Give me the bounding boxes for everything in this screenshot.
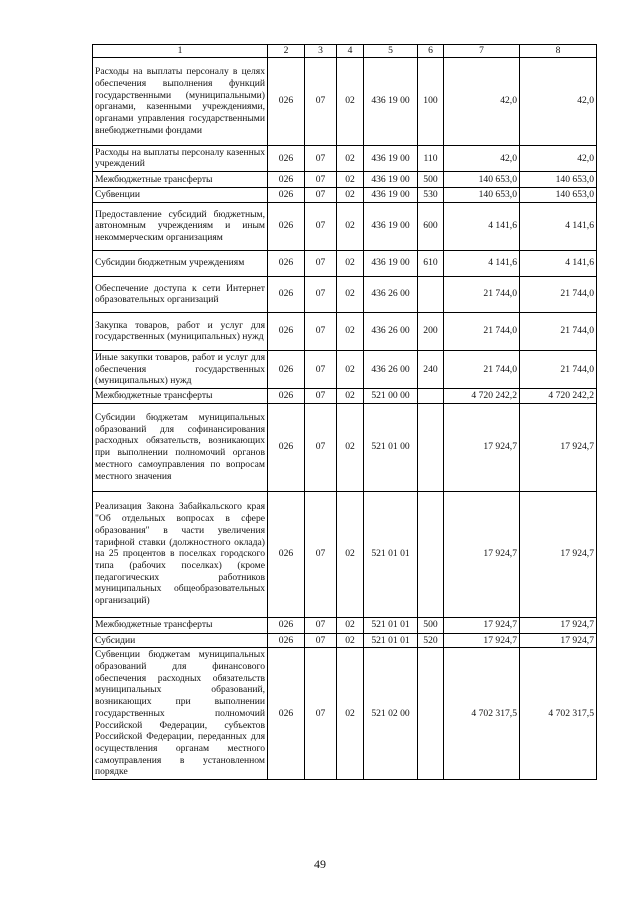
cell-subsection-code: 02 bbox=[337, 172, 364, 188]
cell-section-code: 07 bbox=[305, 145, 337, 171]
cell-section-code: 07 bbox=[305, 617, 337, 633]
cell-expense-type: 500 bbox=[418, 617, 444, 633]
cell-target-article: 521 01 00 bbox=[364, 403, 418, 491]
cell-ministry-code: 026 bbox=[268, 403, 305, 491]
table-row bbox=[93, 145, 597, 171]
cell-amount: 21 744,0 bbox=[444, 312, 520, 350]
col-header: 4 bbox=[337, 45, 364, 58]
cell-description: Расходы на выплаты персоналу в целях обеспечения выполнения функций государственными (муниципальными) органами, казенными учреждениями, органами управления государственными внебюджетными фондами bbox=[93, 57, 268, 145]
table-row bbox=[93, 172, 597, 188]
cell-section-code: 07 bbox=[305, 172, 337, 188]
cell-amount: 140 653,0 bbox=[444, 188, 520, 203]
col-header: 8 bbox=[520, 45, 597, 58]
cell-subsection-code: 02 bbox=[337, 617, 364, 633]
table-row bbox=[93, 648, 597, 780]
table-row bbox=[93, 188, 597, 203]
cell-target-article: 436 19 00 bbox=[364, 250, 418, 276]
cell-subsection-code: 02 bbox=[337, 491, 364, 617]
table-row bbox=[93, 276, 597, 312]
cell-ministry-code: 026 bbox=[268, 648, 305, 780]
table-row bbox=[93, 250, 597, 276]
cell-amount: 17 924,7 bbox=[520, 403, 597, 491]
cell-description: Обеспечение доступа к сети Интернет образовательных организаций bbox=[93, 276, 268, 312]
col-header: 3 bbox=[305, 45, 337, 58]
cell-ministry-code: 026 bbox=[268, 145, 305, 171]
cell-target-article: 521 01 01 bbox=[364, 491, 418, 617]
cell-amount: 4 702 317,5 bbox=[444, 648, 520, 780]
cell-description: Субсидии бюджетам муниципальных образований для софинансирования расходных обязательств, возникающих при выполнении полномочий органов местного самоуправления по вопросам местного значения bbox=[93, 403, 268, 491]
col-header: 2 bbox=[268, 45, 305, 58]
cell-ministry-code: 026 bbox=[268, 312, 305, 350]
cell-expense-type: 110 bbox=[418, 145, 444, 171]
cell-amount: 140 653,0 bbox=[520, 172, 597, 188]
cell-subsection-code: 02 bbox=[337, 388, 364, 403]
cell-amount: 42,0 bbox=[520, 145, 597, 171]
cell-expense-type: 520 bbox=[418, 633, 444, 648]
cell-target-article: 436 19 00 bbox=[364, 202, 418, 250]
cell-expense-type bbox=[418, 276, 444, 312]
cell-ministry-code: 026 bbox=[268, 202, 305, 250]
cell-target-article: 521 02 00 bbox=[364, 648, 418, 780]
cell-expense-type: 500 bbox=[418, 172, 444, 188]
cell-amount: 4 720 242,2 bbox=[520, 388, 597, 403]
cell-amount: 140 653,0 bbox=[520, 188, 597, 203]
cell-section-code: 07 bbox=[305, 491, 337, 617]
cell-amount: 4 720 242,2 bbox=[444, 388, 520, 403]
cell-ministry-code: 026 bbox=[268, 388, 305, 403]
cell-target-article: 436 26 00 bbox=[364, 350, 418, 388]
cell-subsection-code: 02 bbox=[337, 250, 364, 276]
cell-target-article: 436 19 00 bbox=[364, 145, 418, 171]
cell-expense-type bbox=[418, 403, 444, 491]
cell-expense-type bbox=[418, 388, 444, 403]
cell-subsection-code: 02 bbox=[337, 188, 364, 203]
cell-amount: 17 924,7 bbox=[444, 617, 520, 633]
cell-amount: 21 744,0 bbox=[520, 276, 597, 312]
cell-section-code: 07 bbox=[305, 188, 337, 203]
cell-description: Межбюджетные трансферты bbox=[93, 388, 268, 403]
col-header: 5 bbox=[364, 45, 418, 58]
cell-amount: 17 924,7 bbox=[520, 633, 597, 648]
table-row bbox=[93, 312, 597, 350]
cell-description: Субвенции bbox=[93, 188, 268, 203]
cell-expense-type: 200 bbox=[418, 312, 444, 350]
cell-amount: 17 924,7 bbox=[444, 633, 520, 648]
cell-amount: 4 141,6 bbox=[520, 250, 597, 276]
cell-expense-type bbox=[418, 648, 444, 780]
cell-description: Иные закупки товаров, работ и услуг для обеспечения государственных (муниципальных) нужд bbox=[93, 350, 268, 388]
cell-subsection-code: 02 bbox=[337, 403, 364, 491]
table-row bbox=[93, 350, 597, 388]
cell-ministry-code: 026 bbox=[268, 350, 305, 388]
cell-description: Межбюджетные трансферты bbox=[93, 172, 268, 188]
table-row bbox=[93, 633, 597, 648]
cell-expense-type: 530 bbox=[418, 188, 444, 203]
cell-amount: 21 744,0 bbox=[520, 350, 597, 388]
table-row bbox=[93, 617, 597, 633]
cell-subsection-code: 02 bbox=[337, 633, 364, 648]
cell-subsection-code: 02 bbox=[337, 276, 364, 312]
cell-ministry-code: 026 bbox=[268, 276, 305, 312]
cell-description: Расходы на выплаты персоналу казенных учреждений bbox=[93, 145, 268, 171]
cell-section-code: 07 bbox=[305, 202, 337, 250]
cell-description: Реализация Закона Забайкальского края "Об отдельных вопросах в сфере образования" в части увеличения тарифной ставки (должностного оклада) на 25 процентов в поселках городского типа (рабочих поселках) (кроме педагогических работников муниципальных общеобразовательных организаций) bbox=[93, 491, 268, 617]
col-header: 7 bbox=[444, 45, 520, 58]
table-row bbox=[93, 403, 597, 491]
cell-amount: 42,0 bbox=[444, 145, 520, 171]
cell-amount: 42,0 bbox=[444, 57, 520, 145]
cell-amount: 17 924,7 bbox=[520, 617, 597, 633]
cell-amount: 21 744,0 bbox=[444, 350, 520, 388]
cell-target-article: 436 26 00 bbox=[364, 276, 418, 312]
cell-subsection-code: 02 bbox=[337, 312, 364, 350]
cell-subsection-code: 02 bbox=[337, 57, 364, 145]
col-header: 6 bbox=[418, 45, 444, 58]
cell-section-code: 07 bbox=[305, 648, 337, 780]
cell-section-code: 07 bbox=[305, 633, 337, 648]
table-row bbox=[93, 57, 597, 145]
cell-expense-type bbox=[418, 491, 444, 617]
cell-target-article: 436 19 00 bbox=[364, 57, 418, 145]
page-number: 49 bbox=[314, 857, 326, 871]
cell-ministry-code: 026 bbox=[268, 172, 305, 188]
cell-target-article: 436 19 00 bbox=[364, 172, 418, 188]
cell-target-article: 436 19 00 bbox=[364, 188, 418, 203]
cell-target-article: 436 26 00 bbox=[364, 312, 418, 350]
cell-amount: 21 744,0 bbox=[444, 276, 520, 312]
cell-amount: 17 924,7 bbox=[444, 403, 520, 491]
cell-ministry-code: 026 bbox=[268, 250, 305, 276]
cell-section-code: 07 bbox=[305, 312, 337, 350]
cell-subsection-code: 02 bbox=[337, 202, 364, 250]
table-row bbox=[93, 388, 597, 403]
cell-amount: 21 744,0 bbox=[520, 312, 597, 350]
cell-description: Субсидии bbox=[93, 633, 268, 648]
cell-expense-type: 610 bbox=[418, 250, 444, 276]
cell-expense-type: 100 bbox=[418, 57, 444, 145]
cell-amount: 140 653,0 bbox=[444, 172, 520, 188]
cell-amount: 42,0 bbox=[520, 57, 597, 145]
table-row bbox=[93, 202, 597, 250]
cell-description: Предоставление субсидий бюджетным, автономным учреждениям и иным некоммерческим организациям bbox=[93, 202, 268, 250]
header-row bbox=[93, 45, 597, 58]
cell-target-article: 521 01 01 bbox=[364, 633, 418, 648]
cell-subsection-code: 02 bbox=[337, 145, 364, 171]
cell-expense-type: 600 bbox=[418, 202, 444, 250]
cell-ministry-code: 026 bbox=[268, 617, 305, 633]
cell-amount: 4 141,6 bbox=[520, 202, 597, 250]
cell-ministry-code: 026 bbox=[268, 188, 305, 203]
cell-section-code: 07 bbox=[305, 250, 337, 276]
cell-amount: 4 141,6 bbox=[444, 202, 520, 250]
cell-section-code: 07 bbox=[305, 403, 337, 491]
cell-section-code: 07 bbox=[305, 350, 337, 388]
cell-amount: 4 141,6 bbox=[444, 250, 520, 276]
table-row bbox=[93, 491, 597, 617]
cell-section-code: 07 bbox=[305, 57, 337, 145]
col-header: 1 bbox=[93, 45, 268, 58]
cell-target-article: 521 00 00 bbox=[364, 388, 418, 403]
cell-description: Закупка товаров, работ и услуг для государственных (муниципальных) нужд bbox=[93, 312, 268, 350]
cell-amount: 17 924,7 bbox=[520, 491, 597, 617]
cell-ministry-code: 026 bbox=[268, 491, 305, 617]
cell-amount: 4 702 317,5 bbox=[520, 648, 597, 780]
cell-description: Субвенции бюджетам муниципальных образований для финансового обеспечения расходных обязательств муниципальных образований, возникающих при выполнении государственных полномочий Российской Федерации, субъектов Российской Федерации, переданных для осуществления органам местного самоуправления в установленном порядке bbox=[93, 648, 268, 780]
cell-target-article: 521 01 01 bbox=[364, 617, 418, 633]
budget-table bbox=[92, 44, 597, 780]
cell-ministry-code: 026 bbox=[268, 57, 305, 145]
cell-subsection-code: 02 bbox=[337, 648, 364, 780]
cell-amount: 17 924,7 bbox=[444, 491, 520, 617]
cell-description: Межбюджетные трансферты bbox=[93, 617, 268, 633]
cell-expense-type: 240 bbox=[418, 350, 444, 388]
cell-description: Субсидии бюджетным учреждениям bbox=[93, 250, 268, 276]
cell-ministry-code: 026 bbox=[268, 633, 305, 648]
cell-section-code: 07 bbox=[305, 276, 337, 312]
cell-section-code: 07 bbox=[305, 388, 337, 403]
cell-subsection-code: 02 bbox=[337, 350, 364, 388]
